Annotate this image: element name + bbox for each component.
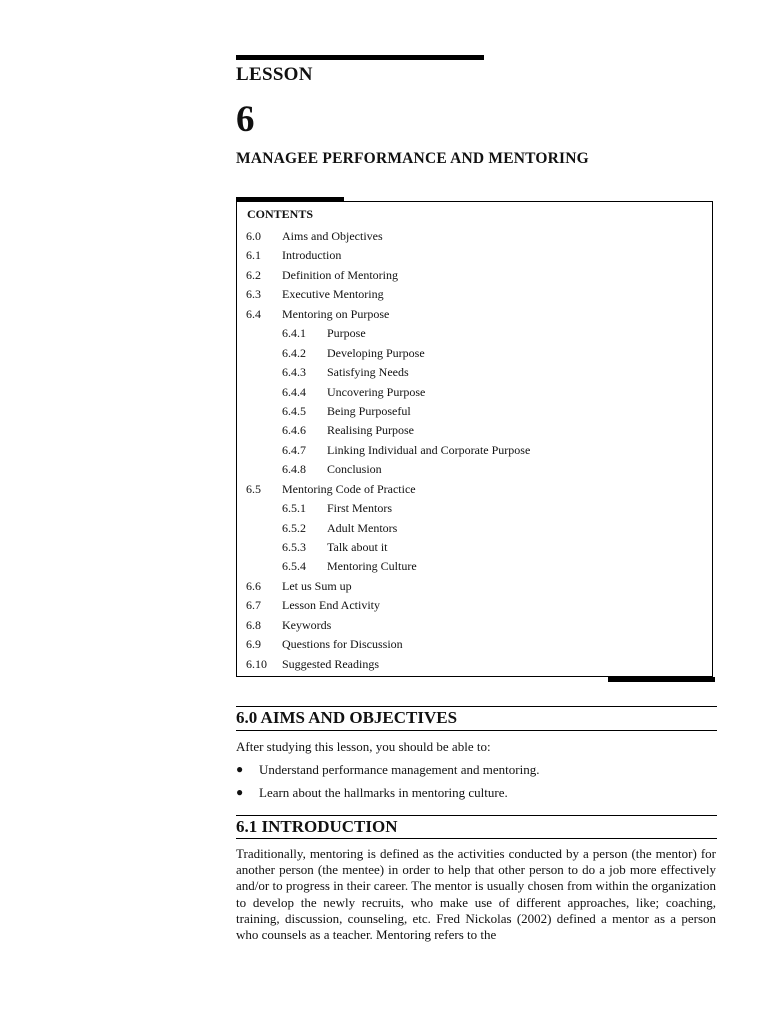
contents-item-number: 6.5.4 (282, 559, 306, 574)
contents-item-title: Mentoring Culture (327, 559, 417, 574)
contents-heading: CONTENTS (247, 207, 314, 221)
contents-item-number: 6.4.4 (282, 384, 306, 399)
contents-item-title: Aims and Objectives (282, 229, 383, 243)
lesson-label: LESSON (236, 64, 313, 85)
contents-item-title: Lesson End Activity (282, 598, 380, 613)
contents-item-title: Definition of Mentoring (282, 267, 398, 282)
contents-item-title: Satisfying Needs (327, 365, 409, 380)
aims-bullet-text: Understand performance management and mentoring. (259, 762, 540, 777)
contents-item-number: 6.4.3 (282, 365, 306, 380)
contents-item-number: 6.2 (246, 267, 261, 282)
contents-item-number: 6.0 (246, 229, 261, 243)
contents-item-number: 6.8 (246, 617, 261, 632)
contents-item-title: Suggested Readings (282, 656, 379, 671)
contents-item-number: 6.9 (246, 637, 261, 652)
intro-heading-top-rule (236, 815, 717, 816)
aims-heading-top-rule (236, 706, 717, 707)
contents-item-number: 6.4.5 (282, 403, 306, 418)
contents-item-title: Let us Sum up (282, 578, 352, 593)
contents-item-number: 6.4.8 (282, 462, 306, 477)
contents-item-title: Being Purposeful (327, 403, 411, 418)
contents-item-title: Keywords (282, 617, 332, 632)
contents-item-title: First Mentors (327, 501, 393, 516)
intro-paragraph: Traditionally, mentoring is defined as the activities conducted by a person (the mentor) for another person (the mentee) in order to help that other person to do a job more effectively and/or to progress in their career. The mentor is usually chosen from within the organization to develop the newly recruits, who make use of different approaches, like; coaching, training, discussion, counseling, etc. Fred Nickolas (2002) defined a mentor as a person who counsels as a teacher. Mentoring refers to the (236, 846, 716, 943)
contents-item-number: 6.5.3 (282, 540, 306, 554)
aims-heading-bottom-rule (236, 730, 717, 731)
contents-item-title: Introduction (282, 248, 342, 263)
contents-item-number: 6.10 (246, 656, 267, 671)
contents-item-title: Questions for Discussion (282, 637, 403, 652)
contents-item-title: Realising Purpose (327, 423, 414, 438)
contents-item-title: Purpose (327, 326, 366, 341)
contents-item-number: 6.5.1 (282, 501, 306, 516)
intro-heading-bottom-rule (236, 838, 717, 839)
aims-intro: After studying this lesson, you should be able to: (236, 739, 491, 754)
contents-item-title: Talk about it (327, 540, 388, 554)
contents-item-number: 6.4.6 (282, 423, 306, 438)
contents-item-number: 6.1 (246, 248, 261, 263)
contents-item-title: Uncovering Purpose (327, 384, 426, 399)
aims-heading: 6.0 AIMS AND OBJECTIVES (236, 708, 458, 727)
contents-item-title: Mentoring Code of Practice (282, 481, 416, 496)
contents-item-title: Developing Purpose (327, 345, 425, 360)
contents-box (236, 201, 713, 677)
contents-item-number: 6.4.1 (282, 326, 306, 341)
contents-item-number: 6.3 (246, 287, 261, 302)
contents-box-rule (608, 677, 715, 682)
intro-heading: 6.1 INTRODUCTION (236, 817, 398, 836)
contents-item-title: Mentoring on Purpose (282, 306, 390, 321)
contents-item-number: 6.4 (246, 306, 261, 321)
contents-item-number: 6.5 (246, 481, 261, 496)
contents-item-number: 6.6 (246, 578, 261, 593)
bullet-icon: ● (236, 785, 244, 799)
contents-item-title: Executive Mentoring (282, 287, 384, 302)
lesson-number: 6 (236, 99, 255, 140)
contents-item-title: Conclusion (327, 462, 382, 477)
contents-item-number: 6.4.2 (282, 345, 306, 360)
top-rule (236, 55, 484, 60)
contents-item-number: 6.5.2 (282, 520, 306, 535)
contents-item-number: 6.7 (246, 598, 261, 613)
contents-item-title: Linking Individual and Corporate Purpose (327, 442, 531, 457)
aims-bullet-text: Learn about the hallmarks in mentoring culture. (259, 785, 508, 800)
contents-item-number: 6.4.7 (282, 442, 306, 457)
bullet-icon: ● (236, 762, 244, 776)
lesson-title: MANAGEE PERFORMANCE AND MENTORING (236, 150, 589, 167)
contents-item-title: Adult Mentors (327, 520, 398, 535)
